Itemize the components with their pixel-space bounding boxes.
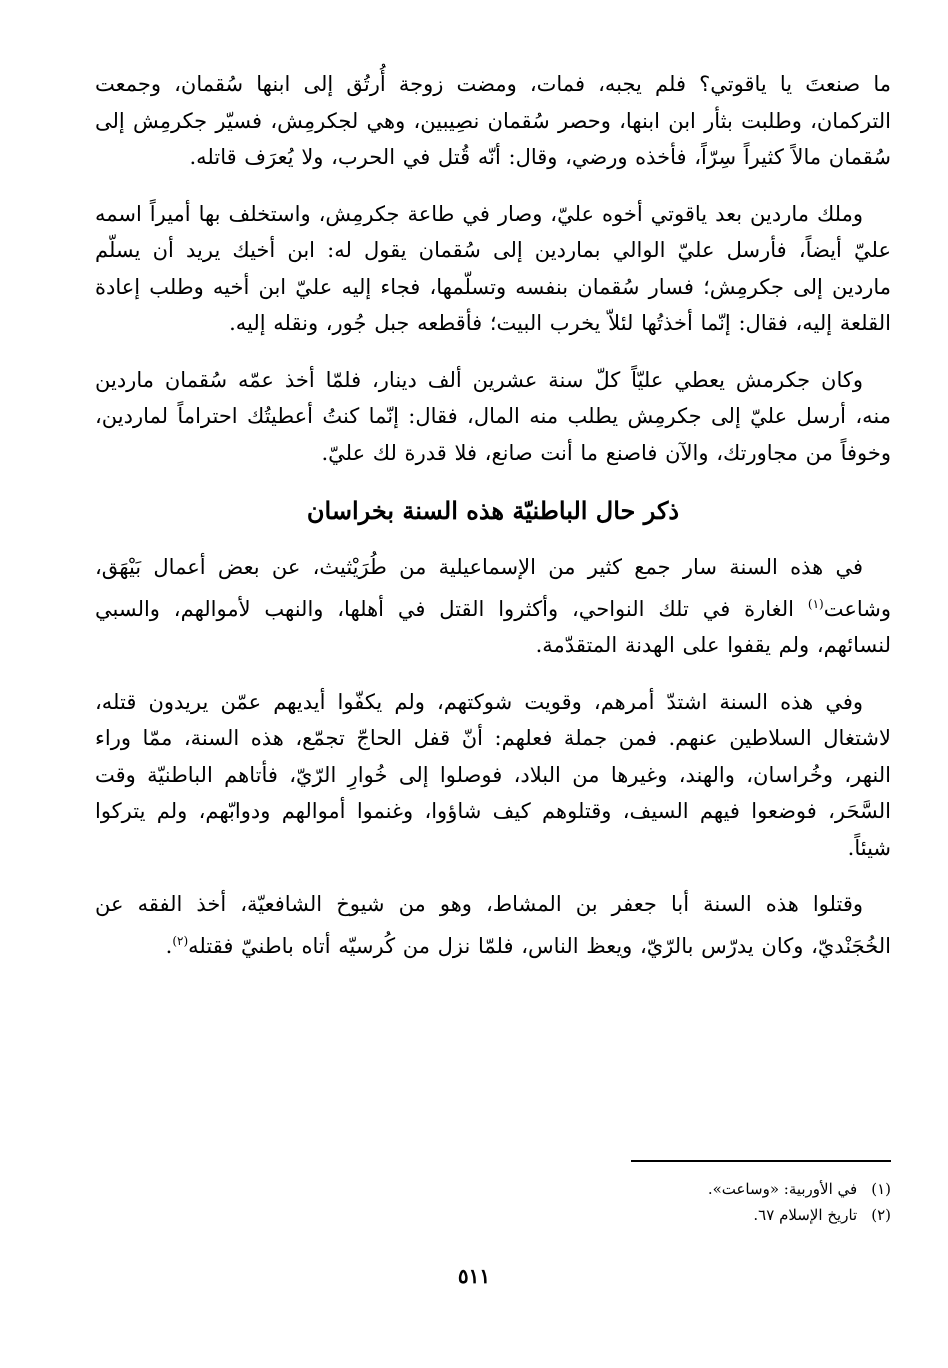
paragraph-1: ما صنعتَ يا ياقوتي؟ فلم يجبه، فمات، ومضت زوجة أُرتُق إلى ابنها سُقمان، وجمعت التركمان، وطلبت بثأر ابن ابنها، وحصر سُقمان نصِيبين، وهي لجكرمِش، فسيّر جكرمِش إلى سُقمان مالاً كثيراً سِرّاً، فأخذه ورضي، وقال: أنّه قُتل في الحرب، ولا يُعرَف قاتله.	[95, 72, 891, 169]
page-body	[95, 66, 891, 984]
paragraph-6-text-a: وقتلوا هذه السنة أبا جعفر بن المشاط، وهو من شيوخ الشافعيّة، أخذ الفقه عن الخُجَنْديّ، وكان يدرّس بالرّيّ، ويعظ الناس، فلمّا نزل من كُرسيّه أتاه باطنيّ فقتله	[95, 892, 891, 958]
paragraph-2: وملك ماردين بعد ياقوتي أخوه عليّ، وصار في طاعة جكرمِش، واستخلف بها أميراً اسمه عليّ أيضاً، فأرسل عليّ الوالي بماردين إلى سُقمان يقول له: ابن أخيك يريد أن يسلّم ماردين إلى جكرمِش؛ فسار سُقمان بنفسه وتسلّمها، فجاء إليه عليّ ابن أخيه وطلب إعادة القلعة إليه، فقال: إنّما أخذتُها لئلاّ يخرب البيت؛ فأقطعه جبل جُور، ونقله إليه.	[95, 201, 891, 335]
footnote-divider	[631, 1160, 891, 1162]
footnote-2-number: (٢)	[871, 1206, 891, 1224]
page-number: ٥١١	[457, 1264, 491, 1288]
footnote-2-text: تاريخ الإسلام ٦٧.	[753, 1206, 858, 1224]
paragraph-4-text-a: في هذه السنة سار جمع كثير من الإسماعيلية من طُرَيْثيث، عن بعض أعمال بَيْهَق، وشاعت	[95, 555, 891, 621]
paragraph-5: وفي هذه السنة اشتدّ أمرهم، وقويت شوكتهم، ولم يكفّوا أيديهم عمّن يريدون قتله، لاشتغال السلاطين عنهم. فمن جملة فعلهم: أنّ قفل الحاجّ تجمّع، هذه السنة، ممّا وراء النهر، وخُراسان، والهند، وغيرها من البلاد، فوصلوا إلى خُوارِ الرّيّ، فأتاهم الباطنيّة وقت السَّحَر، فوضعوا فيهم السيف، وقتلوهم كيف شاؤوا، وغنموا أموالهم ودوابّهم، ولم يتركوا شيئاً.	[95, 689, 892, 860]
section-heading: ذكر حال الباطنيّة هذه السنة بخراسان	[306, 496, 680, 525]
footnote-mark-1: (١)	[807, 596, 824, 611]
footnote-2	[631, 1202, 891, 1228]
footnote-1-number: (١)	[871, 1180, 891, 1198]
paragraph-3: وكان جكرمش يعطي عليّاً كلّ سنة عشرين ألف دينار، فلمّا أخذ عمّه سُقمان ماردين منه، أرسل عليّ إلى جكرمِش يطلب منه المال، فقال: إنّما كنتُ أعطيتُك احتراماً لماردين، وخوفاً من مجاورتك، والآن فاصنع ما أنت صانع، فلا قدرة لك عليّ.	[95, 367, 891, 465]
paragraph-4-text-b: الغارة في تلك النواحي، وأكثروا القتل في أهلها، والنهب لأموالهم، والسبي لنسائهم، ولم يقفوا على الهدنة المتقدّمة.	[95, 596, 891, 657]
paragraph-6-text-b: .	[165, 933, 173, 958]
footnote-1-text: في الأوربية: «وساعت».	[707, 1180, 858, 1198]
paragraph-6	[95, 886, 891, 964]
paragraph-4	[95, 549, 891, 664]
footnote-mark-2: (٢)	[172, 933, 189, 948]
footnote-1	[631, 1176, 891, 1202]
footnotes	[631, 1160, 891, 1228]
